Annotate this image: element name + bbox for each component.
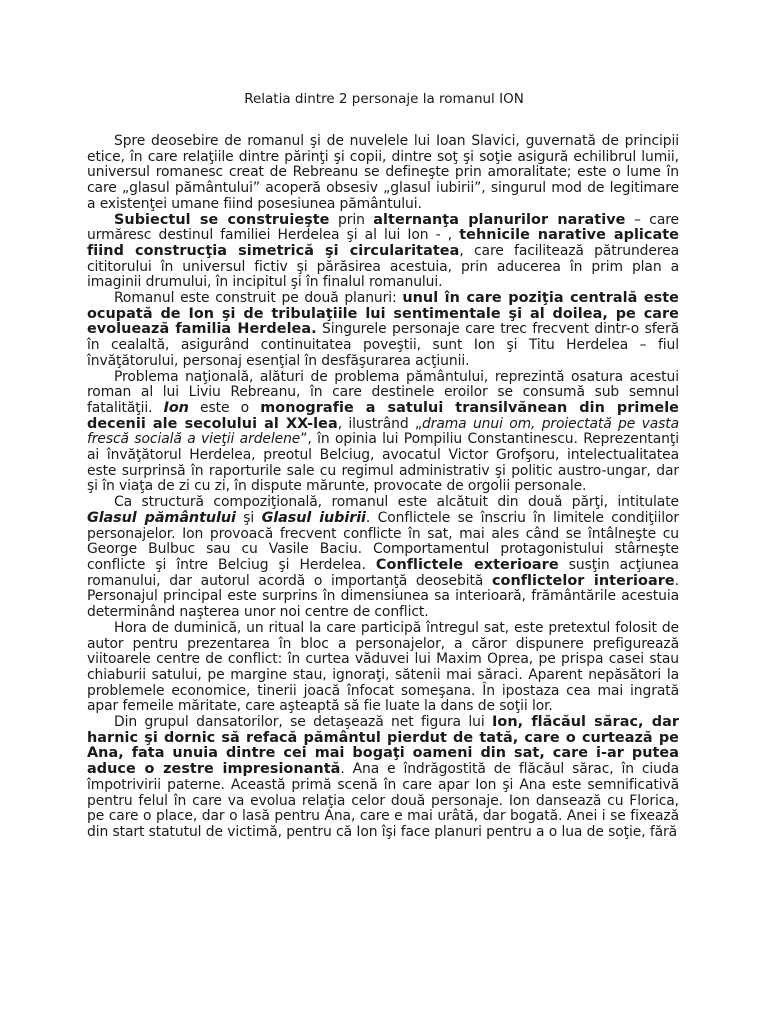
body-paragraph — [87, 715, 679, 841]
paragraph-text: Din grupul dansatorilor, se detaşează net figura lui — [114, 714, 493, 731]
paragraph-text: . Ana e îndrăgostită de flăcăul sărac, în ciuda împotrivirii paterne. Această primă scenă în care apar Ion şi Ana este semnificativă pentru felul în care va evolua relaţia celor două personaje. Ion dansează cu Florica, pe care o place, dar o lasă pentru Ana, care e mai urâtă, dar bogată. Anei i se fixează din start statutul de victimă, pentru că Ion îşi face planuri pentru a o lua de soţie, fără — [87, 761, 679, 840]
emphasized-text: monografie a satului transilvănean din primele decenii ale secolului al XX-lea — [87, 399, 679, 432]
paragraph-text: , ilustrând „ — [337, 415, 423, 432]
emphasized-text: Ion — [163, 399, 189, 416]
paragraph-text: Ca structură compoziţională, romanul este alcătuit din două părţi, intitulate — [114, 494, 679, 511]
emphasized-text: Ion, flăcăul sărac, dar harnic şi dornic să refacă pământul pierdut de tată, care o curtează pe Ana, fata unuia dintre cei mai bogaţi oameni din sat, care i-ar putea aduce o zestre impresionantă — [87, 714, 679, 778]
paragraph-text: , care facilitează pătrunderea cititorului în universul fictiv şi părăsirea acestuia, prin aducerea în prim plan a imaginii drumului, în incipitul şi în finalul romanului. — [87, 242, 679, 291]
paragraph-text: Problema naţională, alături de problema pământului, reprezintă osatura acestui roman al lui Liviu Rebreanu, în care destinele eroilor se consumă sub semnul fatalităţii. — [87, 368, 679, 416]
emphasized-text: tehnicile narative aplicate fiind construcţia simetrică şi circularitatea — [87, 227, 679, 259]
body-paragraph — [87, 370, 679, 496]
emphasized-text: Subiectul se construieşte — [114, 211, 330, 228]
body-paragraph — [87, 213, 679, 292]
body-paragraph — [87, 134, 679, 213]
paragraph-text: prin — [329, 211, 374, 228]
paragraph-text: . Personajul principal este surprins în dimensiunea sa interioară, frământările acestuia determinând naşterea unor noi centre de conflict. — [87, 572, 679, 621]
paragraph-text: susţin acţiunea romanului, dar autorul acordă o importanţă deosebită — [87, 556, 679, 589]
paragraph-text: Singurele personaje care trec frecvent dintr-o sferă în cealaltă, asigurând continuitatea poveştii, sunt Ion şi Titu Herdelea – fiul învăţătorului, personaj esenţial în desfăşurarea acţiunii. — [87, 321, 679, 369]
emphasized-text: Conflictele exterioare — [375, 556, 559, 573]
emphasized-text: alternanţa planurilor narative — [373, 211, 626, 228]
emphasized-text: Glasul pământului — [87, 509, 236, 526]
body-paragraph — [87, 621, 679, 715]
paragraph-text: . Conflictele se înscriu în limitele condiţiilor personajelor. Ion provoacă frecvent conflicte în sat, mai ales când se întâlneşte cu George Bulbuc sau cu Vasile Baciu. Comportamentul protagonistului stârneşte conflicte şi între Belciug şi Herdelea. — [87, 509, 679, 573]
paragraph-text: Spre deosebire de romanul şi de nuvelele lui Ioan Slavici, guvernată de principii etice, în care relaţiile dintre părinţi şi copii, dintre soţ şi soţie asigură echilibrul lumii, universul romanesc creat de Rebreanu se defineşte prin amoralitate; este o lume în care „glasul pământului” acoperă obsesiv „glasul iubirii”, singurul mod de legitimare a existenţei umane fiind posesiunea pământului. — [87, 133, 679, 212]
paragraph-text: – care urmăresc destinul familiei Herdelea şi al lui Ion - , — [87, 211, 679, 244]
body-paragraph — [87, 495, 679, 621]
paragraph-text: Romanul este construit pe două planuri: — [114, 290, 403, 307]
document-body — [87, 134, 679, 841]
paragraph-text: Hora de duminică, un ritual la care participă întregul sat, este pretextul folosit de autor pentru prezentarea în bloc a personajelor, a căror dispunere prefigurează viitoarele centre de conflict: în curtea văduvei lui Maxim Oprea, pe prispa casei stau chiaburii satului, pe margine stau, ignoraţi, sătenii mai săraci. Aparent nepăsători la problemele economice, tinerii joacă înfocat someşana. În ipostaza cea mai ingrată apar femeile măritate, care aşteaptă să fie luate la dans de soţii lor. — [87, 619, 679, 715]
emphasized-text: unul în care poziţia centrală este ocupată de Ion şi de tribulaţiile lui sentimentale şi al doilea, pe care evoluează familia Herdelea. — [87, 290, 679, 338]
paragraph-text: este o — [188, 399, 261, 416]
paragraph-text: ”, în opinia lui Pompiliu Constantinescu. Reprezentanţi ai învăţătorul Herdelea, preotul Belciug, avocatul Victor Grofşoru, intelectualitatea este surprinsă în raporturile sale cu regimul administrativ şi politic austro-ungar, dar şi în viaţa de zi cu zi, în dispute mărunte, provocate de orgolii personale. — [87, 431, 679, 495]
document-title: Relatia dintre 2 personaje la romanul ION — [244, 91, 524, 107]
emphasized-text: drama unui om, proiectată pe vasta frescă socială a vieţii ardelene — [87, 415, 679, 448]
paragraph-text: şi — [235, 509, 262, 526]
emphasized-text: conflictelor interioare — [491, 572, 675, 589]
emphasized-text: Glasul iubirii — [261, 509, 366, 526]
body-paragraph — [87, 291, 679, 370]
